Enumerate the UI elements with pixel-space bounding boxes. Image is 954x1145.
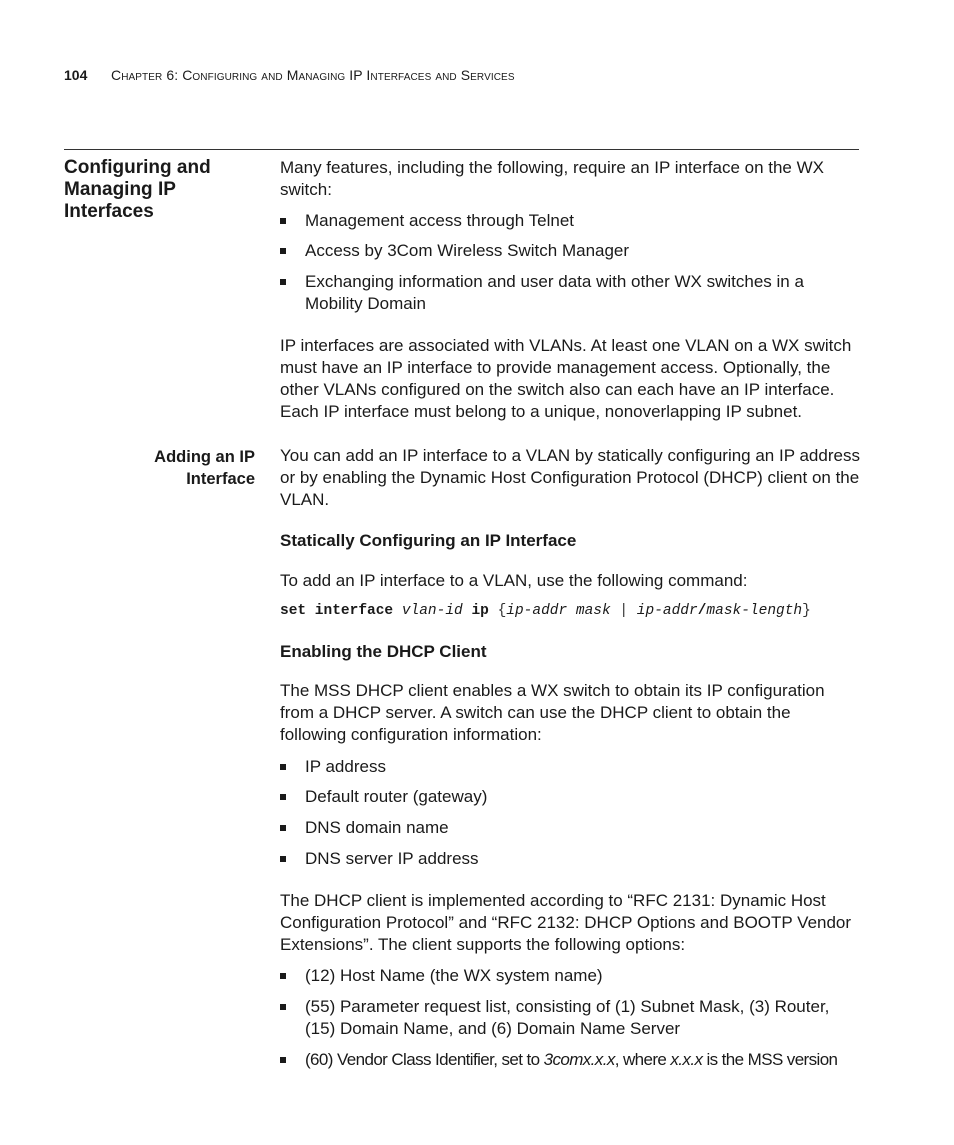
- intro-paragraph: Many features, including the following, require an IP interface on the WX switch:: [280, 158, 824, 199]
- bullet-icon: [280, 218, 286, 224]
- bullet-icon: [280, 856, 286, 862]
- page-number: 104: [64, 67, 88, 83]
- list-item: DNS server IP address: [280, 848, 860, 870]
- command-syntax: set interface vlan-id ip {ip-addr mask | ip-addr/mask-length}: [280, 603, 811, 619]
- bullet-icon: [280, 973, 286, 979]
- section-heading: Configuring and Managing IP Interfaces: [64, 157, 211, 222]
- list-item: (12) Host Name (the WX system name): [280, 965, 860, 987]
- list-item: Exchanging information and user data with other WX switches in a Mobility Domain: [280, 271, 860, 315]
- list-item: Default router (gateway): [280, 786, 860, 808]
- bullet-icon: [280, 825, 286, 831]
- bullet-icon: [280, 794, 286, 800]
- bullet-icon: [280, 1057, 286, 1063]
- bullet-icon: [280, 279, 286, 285]
- rfc-paragraph: The DHCP client is implemented according to “RFC 2131: Dynamic Host Configuration Protocol” and “RFC 2132: DHCP Options and BOOTP Vendor Extensions”. The client supports the following options:: [280, 891, 852, 954]
- dhcp-heading: Enabling the DHCP Client: [280, 642, 487, 661]
- list-item: Access by 3Com Wireless Switch Manager: [280, 240, 860, 262]
- bullet-icon: [280, 248, 286, 254]
- subsection-heading: Adding an IP Interface: [154, 448, 255, 488]
- list-item: IP address: [280, 756, 860, 778]
- static-heading: Statically Configuring an IP Interface: [280, 531, 577, 550]
- list-item: Management access through Telnet: [280, 210, 860, 232]
- list-item: (55) Parameter request list, consisting of (1) Subnet Mask, (3) Router, (15) Domain Name, and (6) Domain Name Server: [280, 996, 860, 1040]
- list-item: (60) Vendor Class Identifier, set to 3comx.x.x, where x.x.x is the MSS version: [280, 1049, 860, 1071]
- list-item: DNS domain name: [280, 817, 860, 839]
- dhcp-paragraph: The MSS DHCP client enables a WX switch to obtain its IP configuration from a DHCP server. A switch can use the DHCP client to obtain the following configuration information:: [280, 681, 825, 744]
- bullet-icon: [280, 1004, 286, 1010]
- adding-paragraph: You can add an IP interface to a VLAN by statically configuring an IP address or by enabling the Dynamic Host Configuration Protocol (DHCP) client on the VLAN.: [280, 446, 860, 509]
- running-header: [64, 67, 515, 83]
- chapter-title: Chapter 6: Configuring and Managing IP Interfaces and Services: [110, 67, 515, 83]
- static-paragraph: To add an IP interface to a VLAN, use the following command:: [280, 571, 748, 590]
- vlan-paragraph: IP interfaces are associated with VLANs. At least one VLAN on a WX switch must have an IP interface to provide management access. Optionally, the other VLANs configured on the switch also can each have an IP interface. Each IP interface must belong to a unique, nonoverlapping IP subnet.: [280, 336, 852, 421]
- section-divider: [64, 149, 859, 150]
- bullet-icon: [280, 764, 286, 770]
